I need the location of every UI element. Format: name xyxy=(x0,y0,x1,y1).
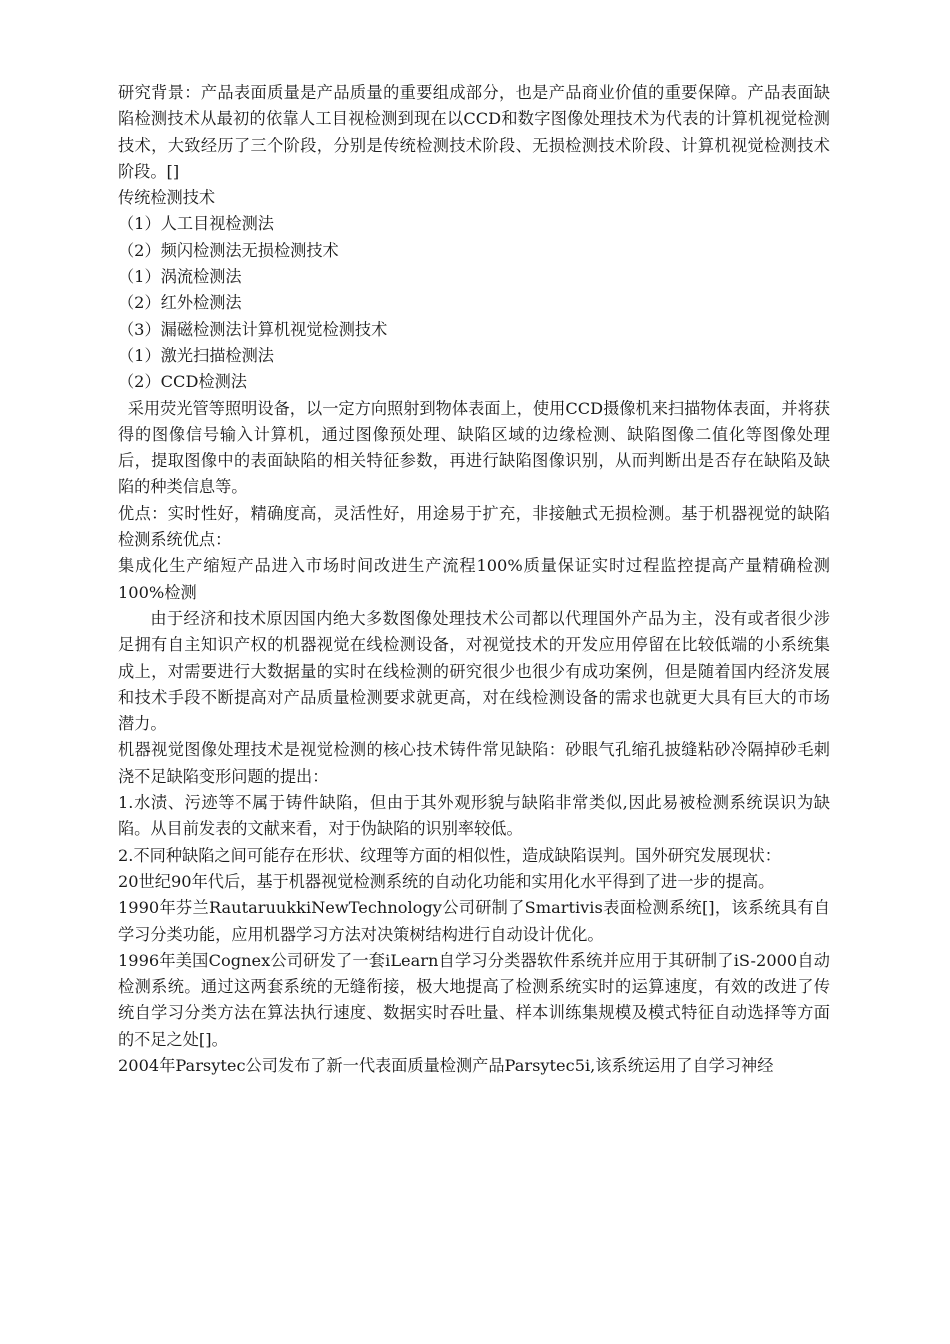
paragraph-research-background: 研究背景：产品表面质量是产品质量的重要组成部分，也是产品商业价值的重要保障。产品表面缺陷检测技术从最初的依靠人工目视检测到现在以CCD和数字图像处理技术为代表的计算机视觉检测技术，大致经历了三个阶段，分别是传统检测技术阶段、无损检测技术阶段、计算机视觉检测技术阶段。[] xyxy=(118,83,830,181)
list-item: （2）CCD检测法 xyxy=(118,372,247,392)
list-item: （1）激光扫描检测法 xyxy=(118,345,274,365)
document-body xyxy=(118,80,830,1079)
paragraph-2004-parsytec: 2004年Parsytec公司发布了新一代表面质量检测产品Parsytec5i,该系统运用了自学习神经 xyxy=(118,1055,774,1075)
list-item: （2）频闪检测法无损检测技术 xyxy=(118,240,339,260)
list-item: （2）红外检测法 xyxy=(118,293,242,313)
paragraph-problem-1: 1.水渍、污迹等不属于铸件缺陷，但由于其外观形貌与缺陷非常类似,因此易被检测系统误识为缺陷。从目前发表的文献来看，对于伪缺陷的识别率较低。 xyxy=(118,793,830,839)
paragraph-integration: 集成化生产缩短产品进入市场时间改进生产流程100%质量保证实时过程监控提高产量精确检测100%检测 xyxy=(118,556,830,602)
list-item: （3）漏磁检测法计算机视觉检测技术 xyxy=(118,319,388,339)
paragraph-advantages: 优点：实时性好，精确度高，灵活性好，用途易于扩充，非接触式无损检测。基于机器视觉的缺陷检测系统优点： xyxy=(118,503,830,550)
heading-traditional-detection: 传统检测技术 xyxy=(118,188,216,208)
paragraph-1990-finland: 1990年芬兰RautaruukkiNewTechnology公司研制了Smartivis表面检测系统[]，该系统具有自学习分类功能，应用机器学习方法对决策树结构进行自动设计优化。 xyxy=(118,898,830,944)
list-item: （1）人工目视检测法 xyxy=(118,214,274,234)
paragraph-1990s: 20世纪90年代后，基于机器视觉检测系统的自动化功能和实用化水平得到了进一步的提高。 xyxy=(118,871,775,891)
paragraph-core-technology: 机器视觉图像处理技术是视觉检测的核心技术铸件常见缺陷：砂眼气孔缩孔披缝粘砂冷隔掉砂毛刺浇不足缺陷变形问题的提出： xyxy=(118,740,830,786)
paragraph-1996-cognex: 1996年美国Cognex公司研发了一套iLearn自学习分类器软件系统并应用于其研制了iS-2000自动检测系统。通过这两套系统的无缝衔接，极大地提高了检测系统实时的运算速度，有效的改进了传统自学习分类方法在算法执行速度、数据实时吞吐量、样本训练集规模及模式特征自动选择等方面的不足之处[]。 xyxy=(118,950,830,1049)
paragraph-domestic-status: 由于经济和技术原因国内绝大多数图像处理技术公司都以代理国外产品为主，没有或者很少涉足拥有自主知识产权的机器视觉在线检测设备，对视觉技术的开发应用停留在比较低端的小系统集成上，对需要进行大数据量的实时在线检测的研究很少也很少有成功案例，但是随着国内经济发展和技术手段不断提高对产品质量检测要求就更高，对在线检测设备的需求也就更大具有巨大的市场潜力。 xyxy=(118,608,830,734)
paragraph-ccd-method: 采用荧光管等照明设备，以一定方向照射到物体表面上，使用CCD摄像机来扫描物体表面，并将获得的图像信号输入计算机，通过图像预处理、缺陷区域的边缘检测、缺陷图像二值化等图像处理后，提取图像中的表面缺陷的相关特征参数，再进行缺陷图像识别，从而判断出是否存在缺陷及缺陷的种类信息等。 xyxy=(118,398,830,497)
paragraph-problem-2: 2.不同种缺陷之间可能存在形状、纹理等方面的相似性，造成缺陷误判。国外研究发展现状： xyxy=(118,845,781,865)
list-item: （1）涡流检测法 xyxy=(118,267,242,287)
